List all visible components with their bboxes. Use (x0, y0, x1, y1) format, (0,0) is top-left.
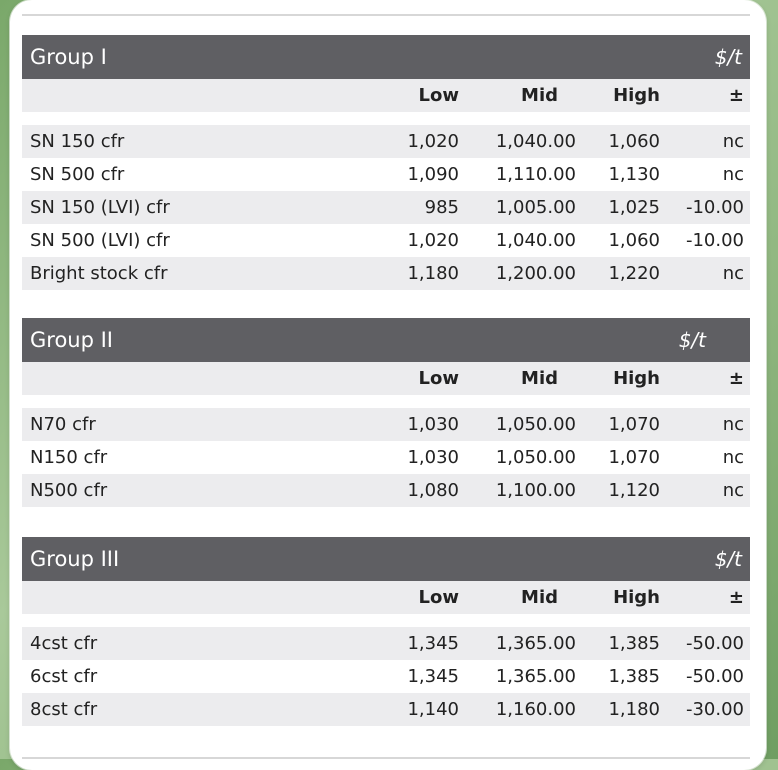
column-header-low: Low (418, 587, 459, 608)
row-high: 1,025 (608, 197, 660, 218)
row-low: 1,020 (407, 230, 459, 251)
column-header-row (22, 79, 750, 112)
row-change: -50.00 (685, 666, 744, 687)
table-row (22, 693, 750, 726)
row-mid: 1,040.00 (495, 230, 576, 251)
column-header-mid: Mid (521, 368, 558, 389)
column-header-change: ± (728, 85, 744, 106)
column-header-low: Low (418, 368, 459, 389)
row-low: 1,180 (407, 263, 459, 284)
group-title: Group II (30, 328, 113, 352)
row-name: N70 cfr (30, 414, 96, 435)
table-row (22, 125, 750, 158)
row-mid: 1,050.00 (495, 447, 576, 468)
table-row (22, 441, 750, 474)
row-low: 1,020 (407, 131, 459, 152)
column-header-row (22, 581, 750, 614)
row-mid: 1,040.00 (495, 131, 576, 152)
row-low: 1,030 (407, 447, 459, 468)
row-name: N500 cfr (30, 480, 108, 501)
group-rows (22, 627, 750, 726)
table-row (22, 408, 750, 441)
row-change: nc (722, 447, 744, 468)
column-header-change: ± (728, 587, 744, 608)
row-low: 985 (424, 197, 459, 218)
row-high: 1,385 (608, 666, 660, 687)
column-header-high: High (613, 85, 660, 106)
top-divider (22, 14, 750, 16)
column-header-mid: Mid (521, 587, 558, 608)
row-high: 1,180 (608, 699, 660, 720)
row-high: 1,070 (608, 414, 660, 435)
row-name: Bright stock cfr (30, 263, 168, 284)
row-mid: 1,100.00 (495, 480, 576, 501)
row-low: 1,080 (407, 480, 459, 501)
group-header (22, 318, 750, 362)
group-unit: $/t (678, 328, 706, 352)
row-name: SN 500 (LVI) cfr (30, 230, 170, 251)
row-high: 1,120 (608, 480, 660, 501)
row-high: 1,385 (608, 633, 660, 654)
column-header-change: ± (728, 368, 744, 389)
group-header (22, 35, 750, 79)
row-low: 1,090 (407, 164, 459, 185)
group-ii-section (22, 318, 750, 507)
group-iii-section (22, 537, 750, 726)
row-name: 6cst cfr (30, 666, 98, 687)
row-low: 1,345 (407, 666, 459, 687)
row-high: 1,220 (608, 263, 660, 284)
row-high: 1,130 (608, 164, 660, 185)
group-title: Group III (30, 547, 120, 571)
group-rows (22, 125, 750, 290)
row-name: SN 150 cfr (30, 131, 125, 152)
row-name: 8cst cfr (30, 699, 98, 720)
row-mid: 1,110.00 (495, 164, 576, 185)
row-name: SN 500 cfr (30, 164, 125, 185)
row-change: nc (722, 414, 744, 435)
group-unit: $/t (714, 547, 742, 571)
row-mid: 1,365.00 (495, 633, 576, 654)
row-mid: 1,200.00 (495, 263, 576, 284)
table-row (22, 191, 750, 224)
group-header (22, 537, 750, 581)
row-name: N150 cfr (30, 447, 108, 468)
row-change: -30.00 (685, 699, 744, 720)
column-header-high: High (613, 587, 660, 608)
row-mid: 1,160.00 (495, 699, 576, 720)
group-rows (22, 408, 750, 507)
row-name: SN 150 (LVI) cfr (30, 197, 170, 218)
row-change: -10.00 (685, 230, 744, 251)
group-title: Group I (30, 45, 107, 69)
row-low: 1,140 (407, 699, 459, 720)
column-header-low: Low (418, 85, 459, 106)
column-header-high: High (613, 368, 660, 389)
row-change: nc (722, 263, 744, 284)
row-mid: 1,050.00 (495, 414, 576, 435)
row-low: 1,345 (407, 633, 459, 654)
group-unit: $/t (714, 45, 742, 69)
row-change: -50.00 (685, 633, 744, 654)
table-row (22, 158, 750, 191)
column-header-mid: Mid (521, 85, 558, 106)
column-header-row (22, 362, 750, 395)
row-name: 4cst cfr (30, 633, 98, 654)
table-row (22, 474, 750, 507)
row-high: 1,060 (608, 131, 660, 152)
table-row (22, 660, 750, 693)
row-high: 1,060 (608, 230, 660, 251)
row-change: nc (722, 131, 744, 152)
row-low: 1,030 (407, 414, 459, 435)
table-row (22, 224, 750, 257)
table-row (22, 627, 750, 660)
row-change: nc (722, 480, 744, 501)
row-change: nc (722, 164, 744, 185)
row-change: -10.00 (685, 197, 744, 218)
table-row (22, 257, 750, 290)
row-high: 1,070 (608, 447, 660, 468)
row-mid: 1,365.00 (495, 666, 576, 687)
group-i-section (22, 35, 750, 290)
row-mid: 1,005.00 (495, 197, 576, 218)
